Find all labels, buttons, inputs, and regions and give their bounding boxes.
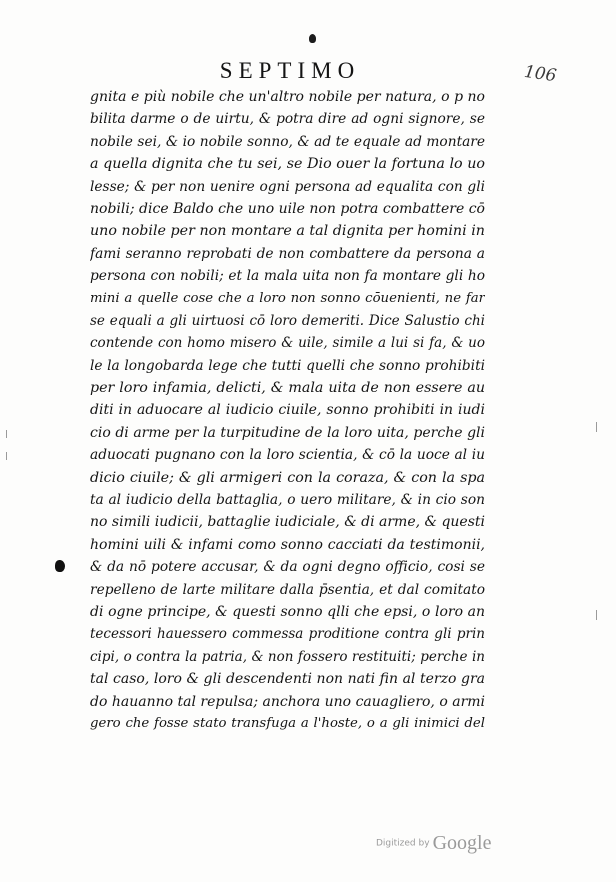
- text-line: cipi, o contra la patria, & non fossero restituiti; perche in: [90, 648, 485, 665]
- ink-blot: [55, 560, 65, 572]
- text-line: mini a quelle cose che a loro non sonno cōuenienti, ne far: [90, 290, 485, 306]
- text-line: tecessori hauessero commessa proditione contra gli prin: [90, 626, 485, 643]
- text-line: cio di arme per la turpitudine de la loro uita, perche gli: [90, 424, 485, 441]
- text-line: no simili iudicii, battaglie iudiciale, & di arme, & questi: [90, 514, 485, 531]
- margin-mark: [596, 610, 597, 620]
- text-line: lesse; & per non uenire ogni persona ad equalita con gli: [90, 178, 485, 195]
- text-line: bilita darme o de uirtu, & potra dire ad ogni signore, se: [90, 111, 485, 128]
- text-line: persona con nobili; et la mala uita non fa montare gli ho: [90, 268, 485, 285]
- margin-mark: [6, 452, 7, 460]
- text-line: gnita e più nobile che un'altro nobile per natura, o p no: [90, 89, 485, 105]
- margin-mark: [6, 430, 7, 438]
- text-line: dicio ciuile; & gli armigeri con la coraza, & con la spa: [90, 469, 485, 486]
- text-line: fami seranno reprobati de non combattere da persona a: [90, 245, 485, 262]
- text-line: di ogne principe, & questi sonno qlli che epsi, o loro an: [90, 603, 485, 620]
- text-line: gero che fosse stato transfuga a l'hoste, o a gli inimici del: [90, 715, 485, 731]
- text-line: & da nō potere accusar, & da ogni degno officio, cosi se: [90, 559, 485, 576]
- text-line: ta al iudicio della battaglia, o uero militare, & in cio son: [90, 492, 485, 509]
- folio-number: 106: [522, 61, 558, 87]
- digitized-by-google-watermark: [376, 832, 491, 855]
- watermark-prefix: Digitized by: [376, 838, 430, 849]
- text-line: nobile sei, & io nobile sonno, & ad te equale ad montare: [90, 133, 485, 150]
- google-logo: Google: [432, 832, 492, 854]
- running-head: SEPTIMO: [219, 58, 361, 83]
- text-line: a quella dignita che tu sei, se Dio ouer la fortuna lo uo: [90, 156, 485, 173]
- text-line: nobili; dice Baldo che uno uile non potra combattere cō: [90, 200, 485, 217]
- margin-mark: [596, 422, 597, 432]
- ink-mark: [309, 34, 316, 43]
- text-line: tal caso, loro & gli descendenti non nati fin al terzo gra: [90, 671, 485, 688]
- text-line: repelleno de larte militare dalla p̄sentia, et dal comitato: [90, 581, 485, 598]
- text-line: le la longobarda lege che tutti quelli che sonno prohibiti: [90, 357, 485, 374]
- text-line: se equali a gli uirtuosi cō loro demeriti. Dice Salustio chi: [90, 312, 485, 329]
- text-line: do hauanno tal repulsa; anchora uno cauagliero, o armi: [90, 693, 485, 710]
- text-line: homini uili & infami como sonno cacciati da testimonii,: [90, 536, 485, 553]
- text-line: per loro infamia, delicti, & mala uita de non essere au: [90, 380, 485, 397]
- text-line: contende con homo misero & uile, simile a lui si fa, & uo: [90, 335, 485, 352]
- text-line: aduocati pugnano con la loro scientia, & cō la uoce al iu: [90, 447, 485, 464]
- text-line: diti in aduocare al iudicio ciuile, sonno prohibiti in iudi: [90, 402, 485, 419]
- body-text: [90, 86, 485, 735]
- text-line: uno nobile per non montare a tal dignita per homini in: [90, 223, 485, 240]
